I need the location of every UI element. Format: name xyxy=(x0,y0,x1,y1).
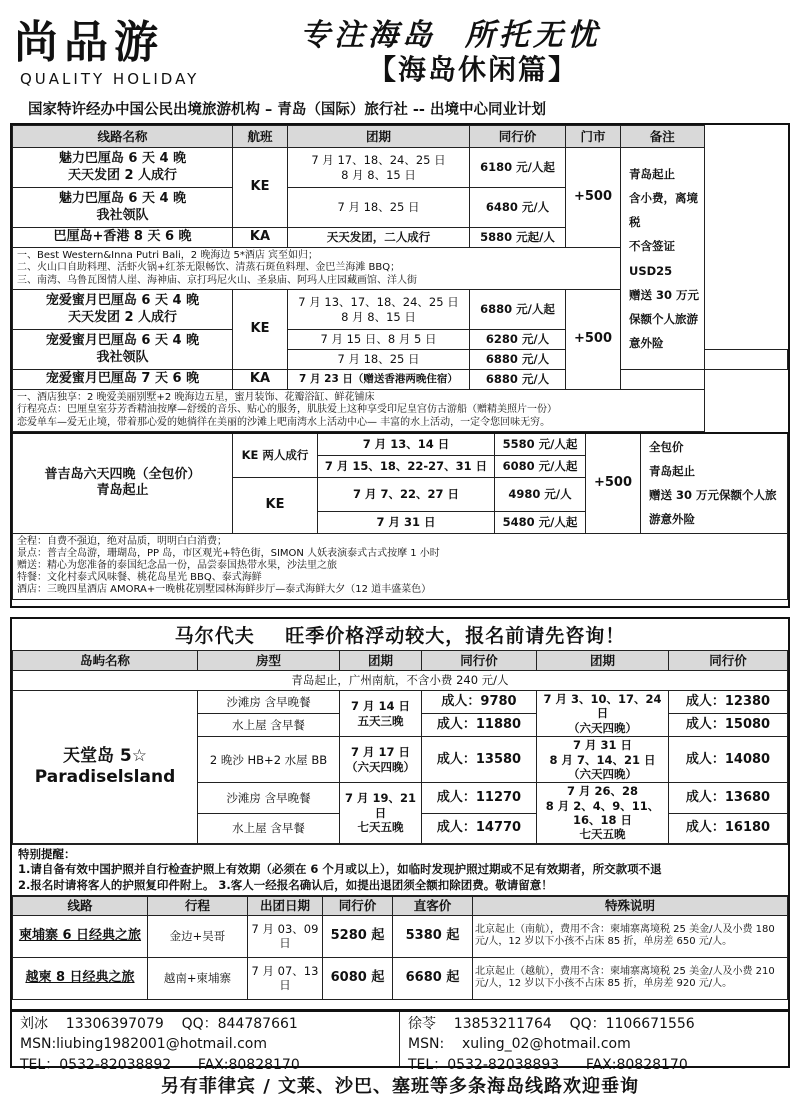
dates: 7 月 31 日 8 月 7、14、21 日 （六天四晚） xyxy=(537,737,669,783)
price: 成人：14770 xyxy=(422,813,537,843)
flight: KE 两人成行 xyxy=(233,433,318,477)
depart-date: 7 月 03、09 日 xyxy=(248,915,323,957)
route-name: 越柬 8 日经典之旅 xyxy=(13,957,148,999)
room-type: 2 晚沙 HB+2 水屋 BB xyxy=(198,737,340,783)
special-reminder: 特别提醒： 1.请自备有效中国护照并自行检查护照上有效期（必须在 6 个月或以上），如临时发现护照过期或不足有效期者，所交款项不退 2.报名时请将客人的护照复印件附上。 3.客人一经报名确认后，如提出退团须全额扣除团费。敬请留意！ xyxy=(12,844,788,897)
price: 成人：16180 xyxy=(669,813,788,843)
dates: 7 月 18、25 日 xyxy=(288,188,470,228)
maldives-title: 马尔代夫 旺季价格浮动较大，报名前请先咨询！ xyxy=(174,625,626,647)
price: 6080 起 xyxy=(323,957,393,999)
remark-spacer xyxy=(621,370,705,390)
door-price: +500 xyxy=(566,290,621,390)
contact-phone: 徐苓 13853211764 QQ：1106671556 xyxy=(408,1016,695,1032)
price: 6880 元/人 xyxy=(470,370,566,390)
contact-card xyxy=(12,1012,400,1073)
contact-tel: TEL：0532-82038892 FAX:80828170 xyxy=(20,1056,300,1073)
island-name: 天堂岛 5☆ Paradiselsland xyxy=(13,691,198,844)
maldives-section xyxy=(10,617,790,1011)
special-note: 北京起止（越航），费用不含：柬埔寨离境税 25 美金/人及小费 210 元/人，12 岁以下小孩不占床 85 折，单房差 920 元/人。 xyxy=(473,957,788,999)
maldives-table xyxy=(12,650,788,844)
col-itinerary: 行程 xyxy=(148,897,248,916)
bali-phuket-section xyxy=(10,123,790,608)
col-depart: 出团日期 xyxy=(248,897,323,916)
route-name: 宠爱蜜月巴厘岛 6 天 4 晚 我社领队 xyxy=(13,330,233,370)
dates: 7 月 14 日 五天三晚 xyxy=(340,691,422,737)
price: 成人：13680 xyxy=(669,783,788,813)
col-island: 岛屿名称 xyxy=(13,651,198,671)
room-type: 沙滩房 含早晚餐 xyxy=(198,783,340,813)
price: 6880 元/人起 xyxy=(470,290,566,330)
price: 5280 起 xyxy=(323,915,393,957)
cambodia-table xyxy=(12,896,788,1000)
room-type: 水上屋 含早餐 xyxy=(198,813,340,843)
price: 6880 元/人 xyxy=(470,350,566,370)
price: 4980 元/人 xyxy=(495,477,586,511)
door-price: +500 xyxy=(586,433,641,533)
price: 6080 元/人起 xyxy=(495,455,586,477)
remark: 全包价 青岛起止 赠送 30 万元保额个人旅游意外险 xyxy=(641,433,788,533)
price: 成人：11270 xyxy=(422,783,537,813)
footer-slogan: 另有菲律宾 / 文莱、沙巴、塞班等多条海岛线路欢迎垂询 xyxy=(160,1076,640,1097)
contact-card xyxy=(400,1012,788,1073)
col-price-2: 同行价 xyxy=(669,651,788,671)
price: 成人：12380 xyxy=(669,691,788,714)
dates: 7 月 13、14 日 xyxy=(318,433,495,455)
price: 6280 元/人 xyxy=(470,330,566,350)
direct-price: 6680 起 xyxy=(393,957,473,999)
col-room: 房型 xyxy=(198,651,340,671)
contact-tel: TEL：0532-82038893 FAX:80828170 xyxy=(408,1056,688,1073)
dates: 7 月 17 日 （六天四晚） xyxy=(340,737,422,783)
dates: 7 月 3、10、17、24 日 （六天四晚） xyxy=(537,691,669,737)
dates: 7 月 23 日（赠送香港两晚住宿） xyxy=(288,370,470,390)
dates: 天天发团，二人成行 xyxy=(288,228,470,248)
route-name: 柬埔寨 6 日经典之旅 xyxy=(13,915,148,957)
contact-msn: MSN:liubing1982001@hotmail.com xyxy=(20,1036,267,1053)
remark: 青岛起止 含小费，离境税 不含签证 USD25 赠送 30 万元保额个人旅游意外险 xyxy=(621,148,705,370)
bali-notes: 一、Best Western&Inna Putri Bali，2 晚海边 5*酒店 宾至如归； 二、火山口自助料理、活虾火锅+红茶无限畅饮、清蒸石斑鱼料理、金巴兰海滩 BBQ； 三、南湾、乌鲁瓦图情人崖、海神庙、京打玛尼火山、圣泉庙、阿玛人庄园藏画馆、洋人街 xyxy=(13,248,621,290)
route-name: 宠爱蜜月巴厘岛 7 天 6 晚 xyxy=(13,370,233,390)
route-name: 魅力巴厘岛 6 天 4 晚 我社领队 xyxy=(13,188,233,228)
dates: 7 月 31 日 xyxy=(318,511,495,533)
phuket-notes: 全程：自费不强迫，绝对品质，明明白白消费； 景点：普吉全岛游，珊瑚岛，PP 岛，市区观光+特色街，SIMON 人妖表演泰式古式按摩 1 小时 赠送：精心为您准备的泰国纪念品一份，品尝泰国热带水果，沙法里之旅 特餐：文化村泰式风味餐、桃花岛星光 BBQ、泰式海鲜 酒店：三晚四星酒店 AMORA+一晚桃花别墅园林海鲜步厅—泰式海鲜大夕（12 道丰盛菜色） xyxy=(13,533,788,599)
itinerary: 金边+吴哥 xyxy=(148,915,248,957)
tagline: 国家特许经办中国公民出境旅游机构 – 青岛（国际）旅行社 -- 出境中心同业计划 xyxy=(28,102,546,118)
flight: KE xyxy=(233,148,288,228)
logo-english: QUALITY HOLIDAY xyxy=(20,70,200,88)
contact-msn: MSN: xuling_02@hotmail.com xyxy=(408,1036,631,1053)
price: 成人：15080 xyxy=(669,714,788,737)
price: 成人：13580 xyxy=(422,737,537,783)
room-type: 水上屋 含早餐 xyxy=(198,714,340,737)
col-date: 团期 xyxy=(340,651,422,671)
dates: 7 月 15 日、8 月 5 日 xyxy=(288,330,470,350)
contacts xyxy=(10,1010,790,1073)
col-direct-price: 直客价 xyxy=(393,897,473,916)
honeymoon-notes: 一、酒店独享：2 晚爱美丽别墅+2 晚海边五星，蜜月装饰、花瓣浴缸、鲜花铺床 行程亮点：巴厘皇室芬芳香精油按摩—舒缓的音乐、贴心的服务，肌肤爱上这种享受印尼皇宫仿古游船（赠精美照片一份） 恋爱单车—爱无止境，带着那心爱的她徜徉在美丽的沙滩上吧南湾水上活动中心— 丰富的水上活动，一定令您回味无穷。 xyxy=(13,390,705,432)
dates: 7 月 17、18、24、25 日 8 月 8、15 日 xyxy=(288,148,470,188)
dates: 7 月 13、17、18、24、25 日 8 月 8、15 日 xyxy=(288,290,470,330)
col-price: 同行价 xyxy=(422,651,537,671)
bali-table xyxy=(12,125,788,432)
dates: 7 月 18、25 日 xyxy=(288,350,470,370)
col-route: 线路 xyxy=(13,897,148,916)
price: 5480 元/人起 xyxy=(495,511,586,533)
slogan: 专注海岛 所托无忧 xyxy=(300,18,601,53)
price: 5580 元/人起 xyxy=(495,433,586,455)
price: 成人：9780 xyxy=(422,691,537,714)
price: 5880 元起/人 xyxy=(470,228,566,248)
route-name: 宠爱蜜月巴厘岛 6 天 4 晚 天天发团 2 人成行 xyxy=(13,290,233,330)
dates: 7 月 26、28 8 月 2、4、9、11、16、18 日 七天五晚 xyxy=(537,783,669,844)
logo-chinese: 尚品游 xyxy=(14,17,164,68)
price: 6480 元/人 xyxy=(470,188,566,228)
col-flight: 航班 xyxy=(233,126,288,148)
flight: KE xyxy=(233,290,288,370)
maldives-info: 青岛起止，广州南航，不含小费 240 元/人 xyxy=(13,671,788,691)
flight: KA xyxy=(233,370,288,390)
subtitle: 【海岛休闲篇】 xyxy=(368,53,579,86)
remark-spacer xyxy=(704,350,788,370)
col-date: 团期 xyxy=(288,126,470,148)
phuket-route: 普吉岛六天四晚（全包价） 青岛起止 xyxy=(13,433,233,533)
col-remark: 备注 xyxy=(621,126,705,148)
price: 成人：14080 xyxy=(669,737,788,783)
price: 6180 元/人起 xyxy=(470,148,566,188)
flight: KE xyxy=(233,477,318,533)
direct-price: 5380 起 xyxy=(393,915,473,957)
col-notes: 特殊说明 xyxy=(473,897,788,916)
special-note: 北京起止（南航），费用不含：柬埔寨离境税 25 美金/人及小费 180 元/人，12 岁以下小孩不占床 85 折，单房差 650 元/人。 xyxy=(473,915,788,957)
col-route: 线路名称 xyxy=(13,126,233,148)
door-price: +500 xyxy=(566,148,621,248)
col-price: 同行价 xyxy=(323,897,393,916)
dates: 7 月 19、21 日 七天五晚 xyxy=(340,783,422,844)
col-date-2: 团期 xyxy=(537,651,669,671)
route-name: 巴厘岛+香港 8 天 6 晚 xyxy=(13,228,233,248)
dates: 7 月 7、22、27 日 xyxy=(318,477,495,511)
depart-date: 7 月 07、13 日 xyxy=(248,957,323,999)
flight: KA xyxy=(233,228,288,248)
price: 成人：11880 xyxy=(422,714,537,737)
route-name: 魅力巴厘岛 6 天 4 晚 天天发团 2 人成行 xyxy=(13,148,233,188)
col-door: 门市 xyxy=(566,126,621,148)
room-type: 沙滩房 含早晚餐 xyxy=(198,691,340,714)
itinerary: 越南+柬埔寨 xyxy=(148,957,248,999)
contact-phone: 刘冰 13306397079 QQ：844787661 xyxy=(20,1016,298,1032)
dates: 7 月 15、18、22-27、31 日 xyxy=(318,455,495,477)
phuket-table xyxy=(12,432,788,600)
col-price: 同行价 xyxy=(470,126,566,148)
